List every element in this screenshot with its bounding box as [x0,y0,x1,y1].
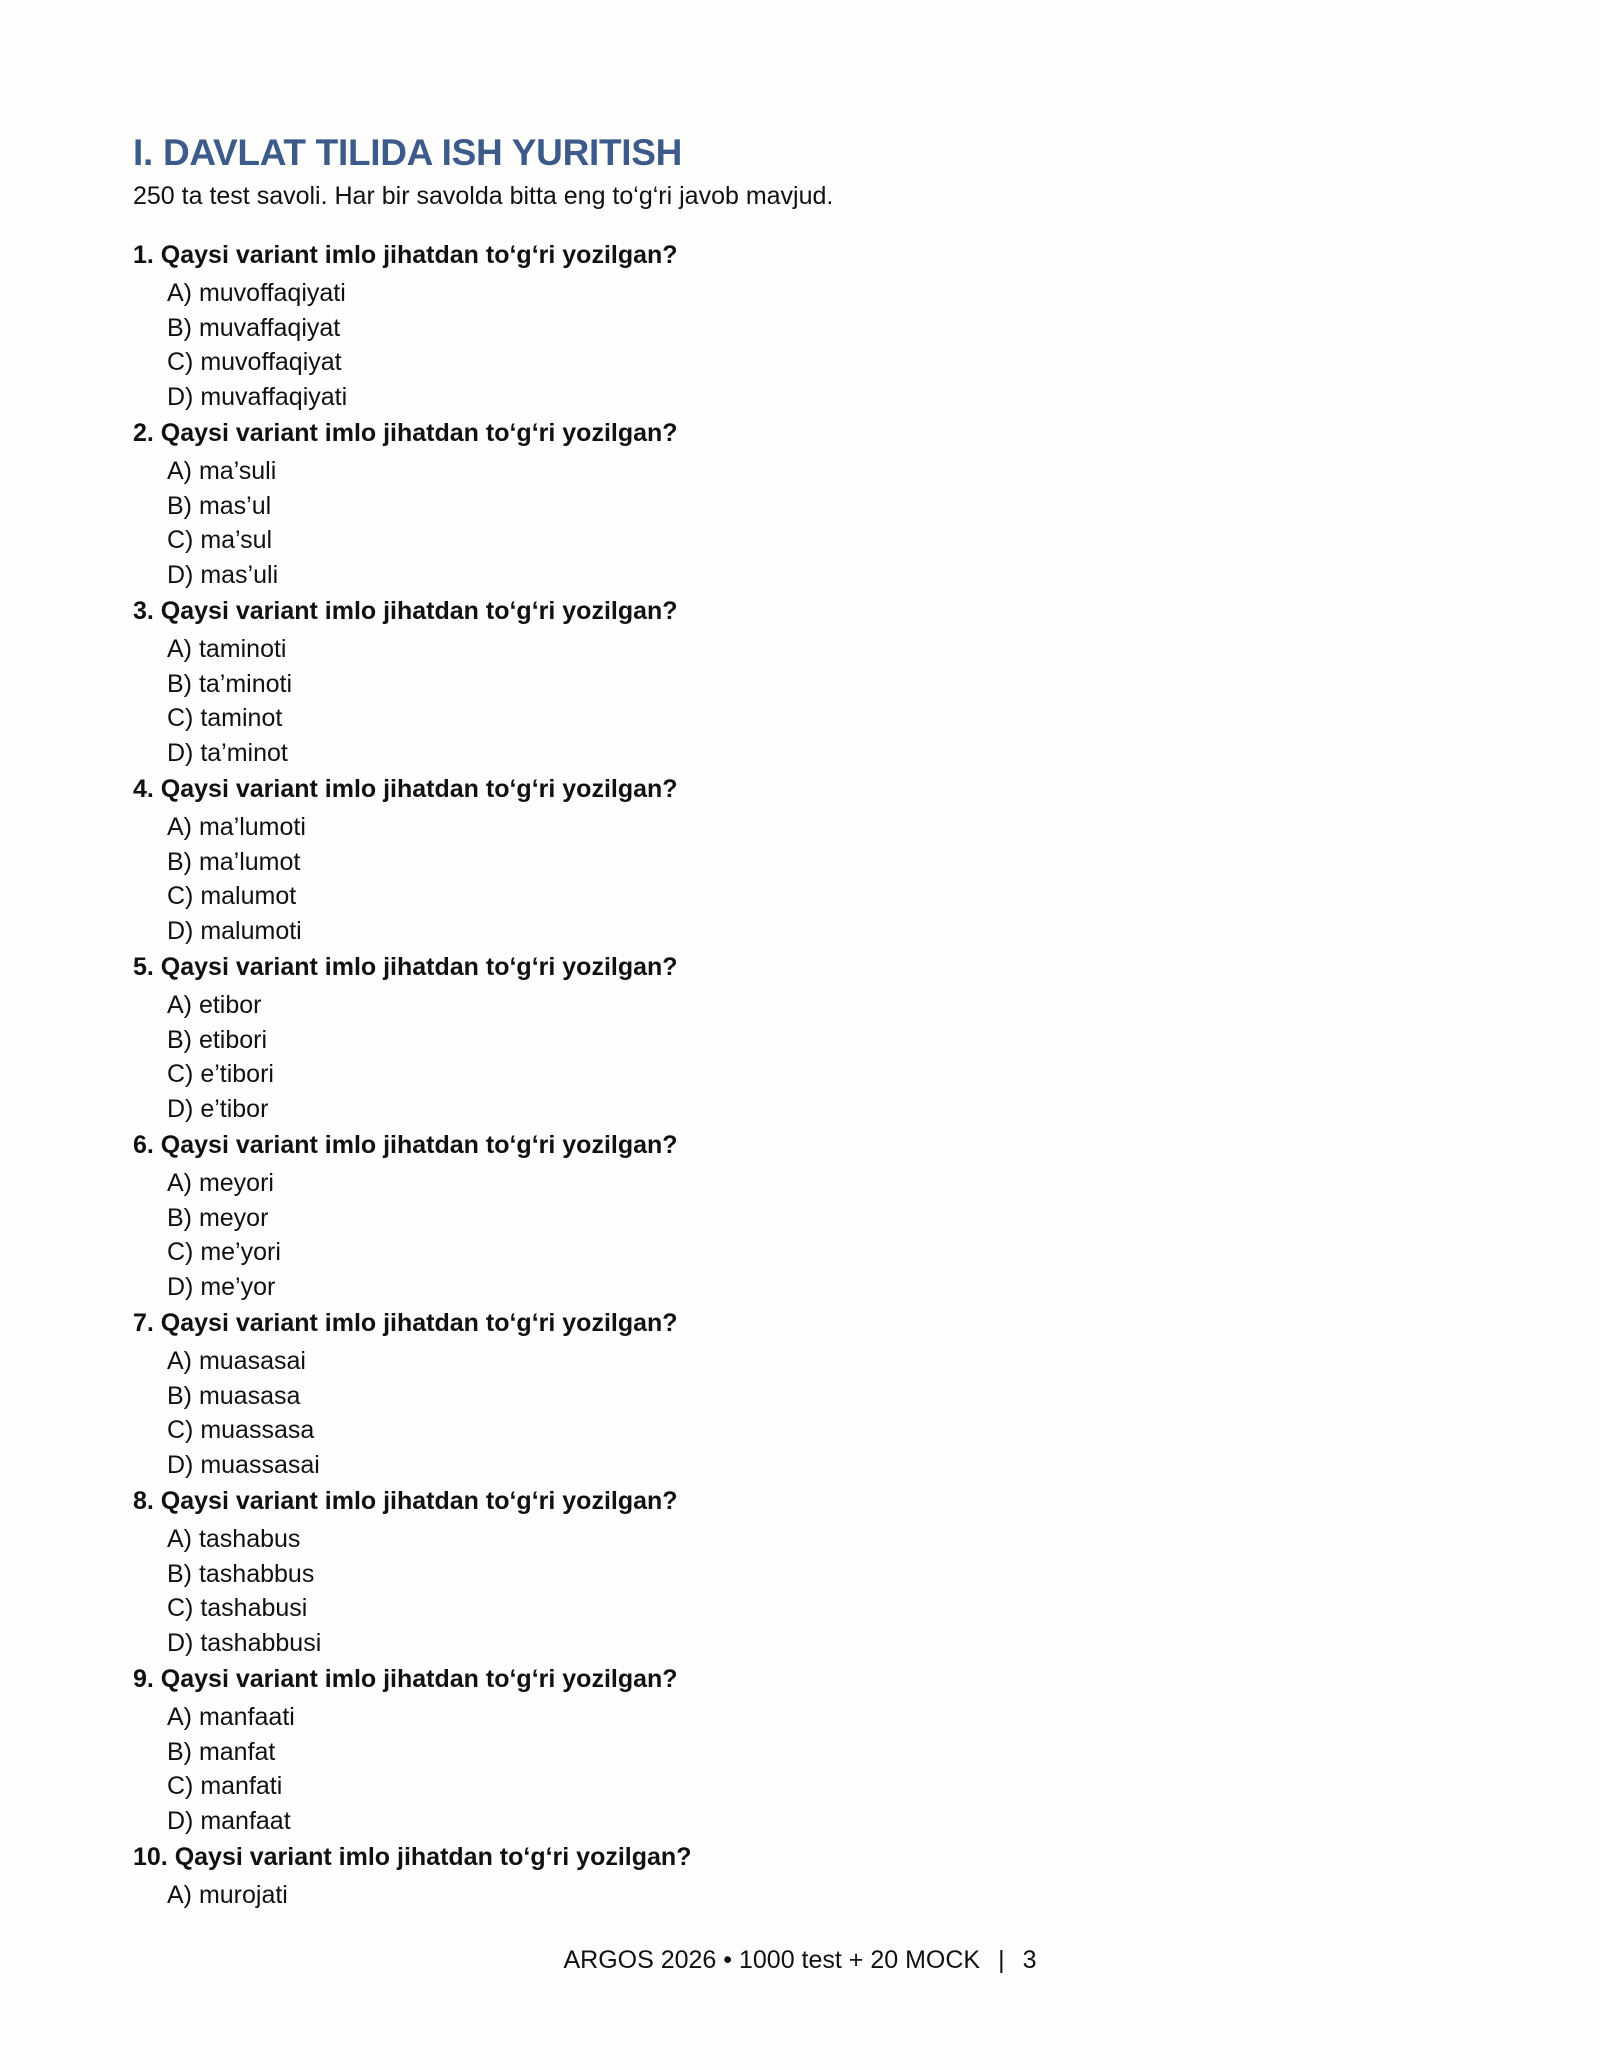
answer-options [133,1166,1473,1304]
question-text: 5. Qaysi variant imlo jihatdan to‘g‘ri yozilgan? [133,953,678,981]
answer-option: D) muassasai [167,1450,320,1479]
question-block [133,414,1473,592]
answer-option: D) malumoti [167,916,302,945]
answer-option: A) muvoffaqiyati [167,279,346,307]
answer-option: B) mas’ul [167,491,272,520]
question-text: 4. Qaysi variant imlo jihatdan to‘g‘ri yozilgan? [133,775,678,803]
answer-option: A) murojati [167,1881,288,1909]
question-text: 10. Qaysi variant imlo jihatdan to‘g‘ri yozilgan? [133,1843,692,1871]
answer-option: B) muasasa [167,1381,301,1410]
question-block [133,1660,1473,1838]
answer-options [133,1878,1473,1913]
answer-option: C) ma’sul [167,526,273,554]
answer-option: A) taminoti [167,635,287,663]
answer-option: C) malumot [167,882,297,910]
question-block [133,592,1473,770]
answer-option: B) ma’lumot [167,847,301,876]
answer-option: D) manfaat [167,1806,291,1835]
section-intro: 250 ta test savoli. Har bir savolda bitta eng to‘g‘ri javob mavjud. [133,182,834,210]
question-text: 1. Qaysi variant imlo jihatdan to‘g‘ri yozilgan? [133,241,678,269]
answer-options [133,810,1473,948]
answer-option: C) manfati [167,1772,283,1800]
answer-option: A) muasasai [167,1347,306,1375]
page-number: 3 [1022,1946,1037,1974]
answer-options [133,1700,1473,1838]
question-text: 9. Qaysi variant imlo jihatdan to‘g‘ri yozilgan? [133,1665,678,1693]
answer-option: C) muassasa [167,1416,315,1444]
answer-option: D) ta’minot [167,738,288,767]
question-text: 6. Qaysi variant imlo jihatdan to‘g‘ri yozilgan? [133,1131,678,1159]
question-text: 3. Qaysi variant imlo jihatdan to‘g‘ri yozilgan? [133,597,678,625]
question-text: 7. Qaysi variant imlo jihatdan to‘g‘ri yozilgan? [133,1309,678,1337]
answer-option: D) tashabbusi [167,1628,322,1657]
footer-text: ARGOS 2026 • 1000 test + 20 MOCK [563,1946,981,1974]
answer-options [133,988,1473,1126]
answer-option: D) e’tibor [167,1094,269,1123]
page-footer [0,1943,1600,1977]
question-list [133,236,1473,1913]
question-block [133,1126,1473,1304]
answer-options [133,276,1473,414]
answer-option: A) tashabus [167,1525,301,1553]
question-block [133,770,1473,948]
answer-option: A) ma’lumoti [167,813,306,841]
answer-option: B) manfat [167,1737,276,1766]
answer-option: B) meyor [167,1203,269,1232]
answer-option: D) me’yor [167,1272,276,1301]
answer-options [133,454,1473,592]
question-block [133,1838,1473,1913]
answer-option: A) manfaati [167,1703,295,1731]
answer-option: A) ma’suli [167,457,277,485]
answer-option: D) muvaffaqiyati [167,382,348,411]
answer-option: C) tashabusi [167,1594,308,1622]
answer-options [133,1344,1473,1482]
section-title: I. DAVLAT TILIDA ISH YURITISH [133,132,683,173]
question-block [133,236,1473,414]
question-block [133,1304,1473,1482]
question-block [133,948,1473,1126]
answer-option: C) me’yori [167,1238,281,1266]
answer-option: C) taminot [167,704,283,732]
answer-option: A) meyori [167,1169,274,1197]
answer-option: B) muvaffaqiyat [167,313,341,342]
answer-option: C) muvoffaqiyat [167,348,342,376]
footer-separator: | [998,1946,1005,1974]
answer-options [133,1522,1473,1660]
answer-option: C) e’tibori [167,1060,274,1088]
answer-options [133,632,1473,770]
question-block [133,1482,1473,1660]
document-page [133,128,1473,1913]
question-text: 8. Qaysi variant imlo jihatdan to‘g‘ri yozilgan? [133,1487,678,1515]
question-text: 2. Qaysi variant imlo jihatdan to‘g‘ri yozilgan? [133,419,678,447]
answer-option: A) etibor [167,991,262,1019]
answer-option: B) tashabbus [167,1559,315,1588]
answer-option: D) mas’uli [167,560,279,589]
answer-option: B) etibori [167,1025,268,1054]
answer-option: B) ta’minoti [167,669,293,698]
